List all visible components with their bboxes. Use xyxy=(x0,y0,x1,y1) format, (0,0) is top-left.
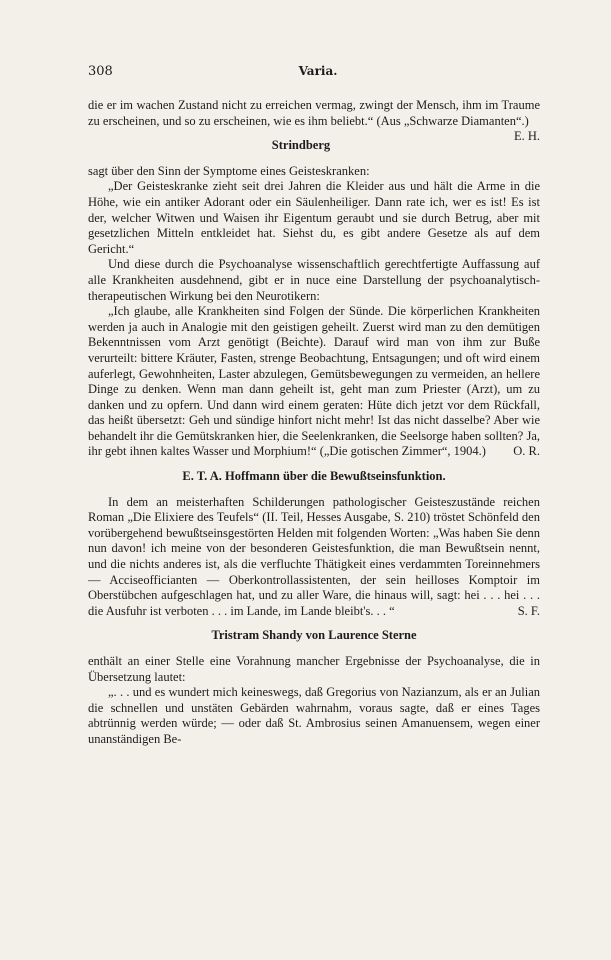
running-title: Varia. xyxy=(298,64,338,78)
continued-paragraph xyxy=(88,98,540,144)
signature-or: O. R. xyxy=(513,444,540,459)
strindberg-commentary: Und diese durch die Psychoanalyse wissenschaftlich gerechtfertigte Auffassung auf alle Krankheiten ausdehnend, gibt er in nuce eine Darstellung der psychoanalytisch-therapeutischen Wirkung bei den Neurotikern: xyxy=(88,257,540,303)
continued-text: die er im wachen Zustand nicht zu erreichen vermag, zwingt der Mensch, ihm im Traume zu erscheinen, und so zu erscheinen, wie es ihm beliebt.“ (Aus „Schwarze Diamanten“.) xyxy=(88,98,540,128)
strindberg-quote-2-text: „Ich glaube, alle Krankheiten sind Folgen der Sünde. Die körperlichen Krankheiten werden ja auch in Analogie mit den geistigen geheilt. Zuerst wird man zu den demütigen Bekenntnissen vom Arzt genötigt (Beichte). Darauf wird man von ihm zur Buße verurteilt: bittere Kräuter, Fasten, strenge Beobachtung, Entsagungen; und oft wird einem auferlegt, Gewohnheiten, Laster abzulegen, Gemütsbewegungen zu vermeiden, an hellere Dinge zu denken. Wenn man dann geheilt ist, geht man zum Priester (Arzt), um zu danken und zu opfern. Und dann wird einem geraten: Hüte dich jetzt vor dem Rückfall, das heißt übersetzt: Geh und sündige hinfort nicht mehr! Ist das nicht dasselbe? Aber wie behandelt ihr die Gemütskranken hier, die Seelenkranken, die Seelsorge haben sollten? Ja, ihr gebt ihnen kaltes Wasser und Morphium!“ („Die gotischen Zimmer“, 1904.) xyxy=(88,304,540,459)
signature-sf: S. F. xyxy=(517,603,540,618)
heading-sterne: Tristram Shandy von Laurence Sterne xyxy=(211,628,417,643)
strindberg-quote-2 xyxy=(88,304,540,460)
sterne-quote: „. . . und es wundert mich keineswegs, daß Gregorius von Nazianzum, als er an Julian die schnellen und unstäten Gebärden wahrnahm, voraus sagte, daß er eines Tages abtrünnig werden würde; — oder daß St. Ambrosius seinen Amanuensem, wegen einer unanständigen Be- xyxy=(88,685,540,746)
page-number: 308 xyxy=(88,64,113,79)
page-header xyxy=(88,64,548,84)
hoffmann-text: In dem an meisterhaften Schilderungen pathologischer Geisteszustände reichen Roman „Die Elixiere des Teufels“ (II. Teil, Hesses Ausgabe, S. 210) tröstet Schönfeld den vorübergehend bewußtseinsgestörten Helden mit folgenden Worten: „Was haben Sie denn nun davon! ich meine von der besonderen Geistesfunktion, die man Bewußtsein nennt, und die nichts anderes ist, als die verfluchte Thätigkeit eines verdammten Toreinnehmers — Acciseofficianten — Oberkontrollassistenten, der sein heilloses Komptoir im Oberstübchen aufgeschlagen hat, und zu aller Ware, die hinaus will, sagt: hei . . . hei . . . die Ausfuhr ist verboten . . . im Lande, im Lande bleibt's. . . “ xyxy=(88,494,540,618)
heading-hoffmann: E. T. A. Hoffmann über die Bewußtseinsfunktion. xyxy=(182,469,446,484)
heading-strindberg: Strindberg xyxy=(271,138,331,153)
hoffmann-paragraph xyxy=(88,495,540,620)
signature-eh: E. H. xyxy=(513,129,540,144)
strindberg-intro: sagt über den Sinn der Symptome eines Geisteskranken: xyxy=(88,163,370,178)
strindberg-quote-1: „Der Geisteskranke zieht seit drei Jahren die Kleider aus und hält die Arme in die Höhe, wie ein antiker Adorant oder ein Säulenheiliger. Dann rate ich, wer es ist! Es ist der, welcher Witwen und Waisen ihr Eigentum geraubt und sie durch Betrug, aber mit gesetzlichen Mitteln entkleidet hat. Siehst du, es gibt andere Gesetze als auf dem Gericht.“ xyxy=(88,179,540,256)
body-text xyxy=(88,98,540,748)
sterne-intro: enthält an einer Stelle eine Vorahnung mancher Ergebnisse der Psychoanalyse, die in Übersetzung lautet: xyxy=(88,654,540,684)
